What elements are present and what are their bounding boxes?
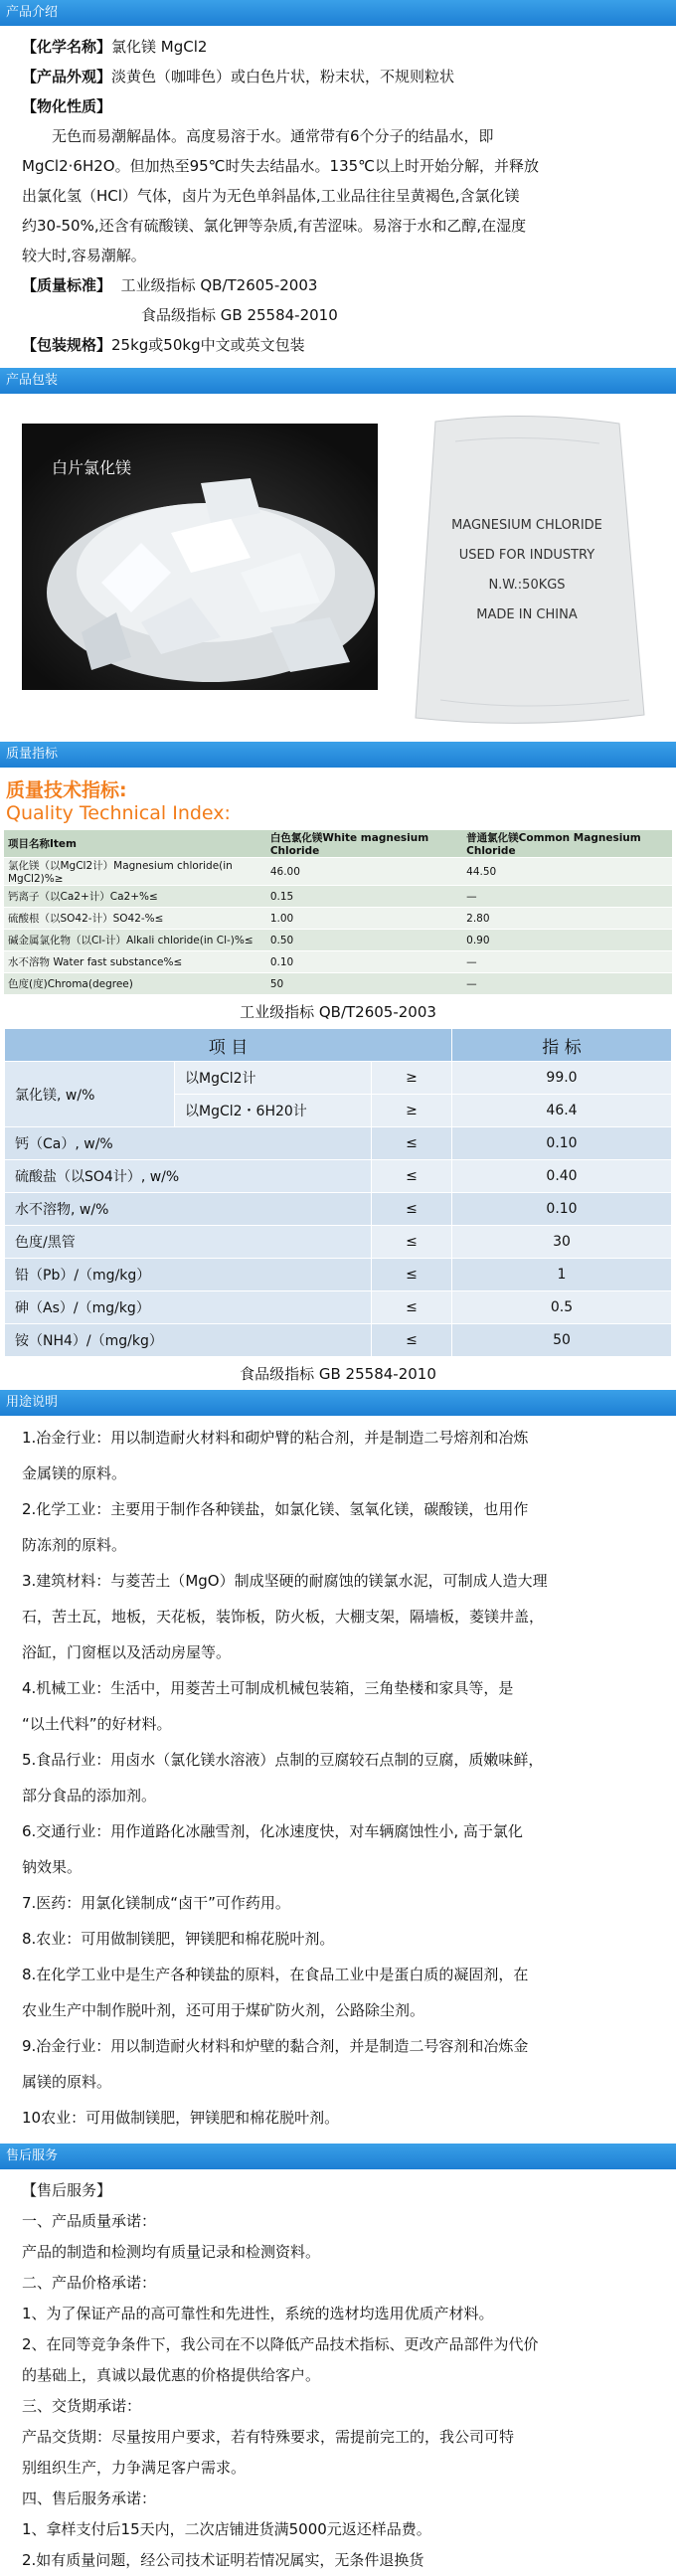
table-cell: 色度/黑管 (5, 1226, 372, 1259)
table-row (5, 1291, 672, 1324)
packaging-label: 【包装规格】 (22, 336, 112, 354)
service-line: 产品交货期：尽量按用户要求，若有特殊要求，需提前完工的，我公司可特 (22, 2428, 515, 2446)
usage-section-header: 用途说明 (0, 1390, 676, 1416)
usage-line: 属镁的原料。 (22, 2073, 112, 2091)
photo-label: 白片氯化镁 (52, 458, 132, 477)
table-header-row (5, 1029, 672, 1062)
packaging-value: 25kg或50kg中文或英文包装 (111, 336, 305, 354)
service-body (0, 2169, 676, 2576)
service-line: 1、拿样支付后15天内，二次店铺进货满5000元返还样品费。 (22, 2520, 431, 2538)
properties-text-2: MgCl2·6H2O。但加热至95℃时失去结晶水。135℃以上时开始分解，并释放 (22, 157, 539, 175)
table-cell: ≤ (372, 1259, 452, 1291)
table-cell: 1 (452, 1259, 672, 1291)
table-group-cell: 氯化镁, w/% (5, 1062, 175, 1127)
table-cell: 0.50 (266, 930, 462, 951)
service-line: 三、交货期承诺： (22, 2397, 142, 2415)
table-row (5, 1259, 672, 1291)
properties-text-4: 约30-50%,还含有硫酸镁、氯化钾等杂质,有苦涩味。易溶于水和乙醇,在湿度 (22, 217, 527, 235)
usage-line: 9.冶金行业：用以制造耐火材料和炉壁的黏合剂，并是制造二号容剂和冶炼金 (22, 2037, 529, 2055)
usage-body (0, 1416, 676, 2136)
table-cell: ≤ (372, 1193, 452, 1226)
table-cell: 46.00 (266, 858, 462, 886)
usage-line: 3.建筑材料：与菱苦土（MgO）制成坚硬的耐腐蚀的镁氯水泥，可制成人造大理 (22, 1572, 548, 1590)
usage-line: 石，苦土瓦，地板，天花板，装饰板，防火板，大棚支架，隔墙板，菱镁井盖， (22, 1608, 545, 1626)
bag-text-line: N.W.:50KGS (488, 578, 566, 593)
pack-section (0, 368, 676, 742)
table-cell: ≤ (372, 1324, 452, 1357)
usage-section (0, 1390, 676, 2136)
table-header-cell: 项目名称Item (4, 830, 266, 858)
table-cell: 30 (452, 1226, 672, 1259)
table-cell: 铵（NH4）/（mg/kg） (5, 1324, 372, 1357)
chemical-name-line (22, 32, 654, 62)
quality-index-table (4, 830, 672, 995)
chemical-name-value: 氯化镁 MgCl2 (111, 38, 208, 56)
properties-text-5: 较大时,容易潮解。 (22, 247, 146, 264)
appearance-line (22, 62, 654, 91)
intro-section-header: 产品介绍 (0, 0, 676, 26)
bag-text-line: USED FOR INDUSTRY (458, 548, 595, 563)
standard-label: 【质量标准】 (22, 276, 112, 294)
standard-line (22, 270, 654, 300)
table-row (4, 886, 672, 908)
quality-section (0, 742, 676, 1384)
table-cell: 硫酸根（以SO42-计）SO42-%≤ (4, 908, 266, 930)
table-cell: 46.4 (452, 1095, 672, 1127)
table-header-row (4, 830, 672, 858)
usage-line: 1.冶金行业：用以制造耐火材料和砌炉臂的粘合剂，并是制造二号熔剂和冶炼 (22, 1429, 529, 1447)
quality-body (0, 775, 676, 1384)
table-row (5, 1062, 672, 1095)
standard-industrial: 工业级指标 QB/T2605-2003 (120, 276, 318, 294)
pack-section-header: 产品包装 (0, 368, 676, 394)
bag-image (396, 402, 656, 734)
table-cell: 0.10 (452, 1193, 672, 1226)
properties-label: 【物化性质】 (22, 97, 112, 115)
table-cell: 碱金属氯化物（以Cl-计）Alkali chloride(in Cl-)%≤ (4, 930, 266, 951)
usage-line: 6.交通行业：用作道路化冰融雪剂，化冰速度快，对车辆腐蚀性小, 高于氯化 (22, 1822, 523, 1840)
usage-line: 7.医药：用氯化镁制成“卤干”可作药用。 (22, 1894, 290, 1912)
table-row (4, 930, 672, 951)
table-cell: 砷（As）/（mg/kg） (5, 1291, 372, 1324)
table-cell: 钙离子（以Ca2+计）Ca2+%≤ (4, 886, 266, 908)
table-row (5, 1193, 672, 1226)
table-row (5, 1324, 672, 1357)
table-cell: 0.10 (452, 1127, 672, 1160)
quality-title-cn: 质量技术指标: (6, 779, 127, 801)
service-line: 一、产品质量承诺： (22, 2212, 157, 2230)
table-row (4, 951, 672, 973)
service-line: 二、产品价格承诺： (22, 2274, 157, 2292)
table-cell: 50 (452, 1324, 672, 1357)
bag-text-line: MADE IN CHINA (476, 607, 578, 622)
table-cell: 钙（Ca）, w/% (5, 1127, 372, 1160)
table-cell: ≤ (372, 1291, 452, 1324)
table-row (4, 858, 672, 886)
packaging-line (22, 330, 654, 360)
usage-line: “以土代料”的好材料。 (22, 1715, 172, 1733)
standard-food: 食品级指标 GB 25584-2010 (141, 306, 338, 324)
table-cell: 2.80 (462, 908, 672, 930)
table-cell: 水不溶物 Water fast substance%≤ (4, 951, 266, 973)
usage-line: 防冻剂的原料。 (22, 1536, 127, 1554)
table-cell: ≥ (372, 1095, 452, 1127)
table-row (4, 973, 672, 995)
table-cell: 0.40 (452, 1160, 672, 1193)
table-cell: 以MgCl2计 (175, 1062, 372, 1095)
table-cell: 0.90 (462, 930, 672, 951)
service-line: 【售后服务】 (22, 2181, 112, 2199)
service-line: 2、在同等竞争条件下，我公司在不以降低产品技术指标、更改产品部件为代价 (22, 2335, 539, 2353)
usage-line: 5.食品行业：用卤水（氯化镁水溶液）点制的豆腐较石点制的豆腐，质嫩味鲜， (22, 1751, 544, 1769)
table-cell: 44.50 (462, 858, 672, 886)
table-header-cell: 白色氯化镁White magnesium Chloride (266, 830, 462, 858)
table-header-cell: 普通氯化镁Common Magnesium Chloride (462, 830, 672, 858)
table-cell: — (462, 973, 672, 995)
properties-text-1: 无色而易潮解晶体。高度易溶于水。通常带有6个分子的结晶水，即 (52, 127, 494, 145)
chemical-name-label: 【化学名称】 (22, 38, 112, 56)
intro-body (0, 26, 676, 360)
service-line: 产品的制造和检测均有质量记录和检测资料。 (22, 2243, 321, 2261)
usage-line: 钠效果。 (22, 1858, 83, 1876)
table-cell: 1.00 (266, 908, 462, 930)
appearance-value: 淡黄色（咖啡色）或白色片状，粉末状，不规则粒状 (111, 68, 455, 86)
table-cell: 0.5 (452, 1291, 672, 1324)
service-line: 1、为了保证产品的高可靠性和先进性，系统的选材均选用优质产材料。 (22, 2305, 494, 2322)
usage-line: 部分食品的添加剂。 (22, 1787, 157, 1804)
service-line: 2.如有质量问题，经公司技术证明若情况属实，无条件退换货 (22, 2551, 424, 2569)
quality-title-en: Quality Technical Index: (6, 802, 231, 824)
properties-text-3: 出氯化氢（HCl）气体，卤片为无色单斜晶体,工业品往往呈黄褐色,含氯化镁 (22, 187, 520, 205)
usage-line: 10农业：可用做制镁肥，钾镁肥和棉花脱叶剂。 (22, 2109, 340, 2127)
pack-images (0, 394, 676, 742)
food-standard-caption: 食品级指标 GB 25584-2010 (240, 1365, 436, 1383)
table-cell: ≥ (372, 1062, 452, 1095)
table-cell: 以MgCl2・6H20计 (175, 1095, 372, 1127)
table-cell: 氯化镁（以MgCl2计）Magnesium chloride(in MgCl2)%≥ (4, 858, 266, 886)
table-cell: — (462, 886, 672, 908)
usage-line: 2.化学工业：主要用于制作各种镁盐，如氯化镁、氢氧化镁，碳酸镁，也用作 (22, 1500, 529, 1518)
usage-line: 8.在化学工业中是生产各种镁盐的原料，在食品工业中是蛋白质的凝固剂，在 (22, 1966, 529, 1983)
service-section (0, 2144, 676, 2576)
table-cell: 0.10 (266, 951, 462, 973)
table-header-cell: 指 标 (452, 1029, 672, 1062)
table-cell: 色度(度)Chroma(degree) (4, 973, 266, 995)
table-cell: ≤ (372, 1160, 452, 1193)
service-line: 四、售后服务承诺： (22, 2490, 157, 2507)
service-line: 别组织生产，力争满足客户需求。 (22, 2459, 247, 2477)
table-cell: ≤ (372, 1226, 452, 1259)
white-flake-photo (22, 424, 378, 690)
usage-line: 4.机械工业：生活中，用菱苦土可制成机械包装箱，三角垫楼和家具等，是 (22, 1679, 514, 1697)
usage-line: 金属镁的原料。 (22, 1464, 127, 1482)
appearance-label: 【产品外观】 (22, 68, 112, 86)
table-cell: — (462, 951, 672, 973)
industrial-standard-caption: 工业级指标 QB/T2605-2003 (240, 1003, 436, 1021)
table-row (5, 1127, 672, 1160)
usage-line: 8.农业：可用做制镁肥，钾镁肥和棉花脱叶剂。 (22, 1930, 335, 1948)
table-cell: ≤ (372, 1127, 452, 1160)
table-cell: 0.15 (266, 886, 462, 908)
usage-line: 农业生产中制作脱叶剂，还可用于煤矿防火剂，公路除尘剂。 (22, 2001, 425, 2019)
table-row (5, 1160, 672, 1193)
table-row (4, 908, 672, 930)
table-cell: 99.0 (452, 1062, 672, 1095)
intro-section (0, 0, 676, 360)
table-cell: 铅（Pb）/（mg/kg） (5, 1259, 372, 1291)
table-cell: 50 (266, 973, 462, 995)
usage-line: 浴缸，门窗框以及活动房屋等。 (22, 1643, 232, 1661)
industrial-index-table (4, 1028, 672, 1357)
service-line: 的基础上，真诚以最优惠的价格提供给客户。 (22, 2366, 321, 2384)
table-cell: 硫酸盐（以SO4计）, w/% (5, 1160, 372, 1193)
bag-photo (396, 402, 656, 734)
table-header-cell: 项 目 (5, 1029, 452, 1062)
bag-text-line: MAGNESIUM CHLORIDE (451, 518, 602, 533)
service-section-header: 售后服务 (0, 2144, 676, 2169)
table-row (5, 1226, 672, 1259)
quality-section-header: 质量指标 (0, 742, 676, 768)
table-cell: 水不溶物, w/% (5, 1193, 372, 1226)
